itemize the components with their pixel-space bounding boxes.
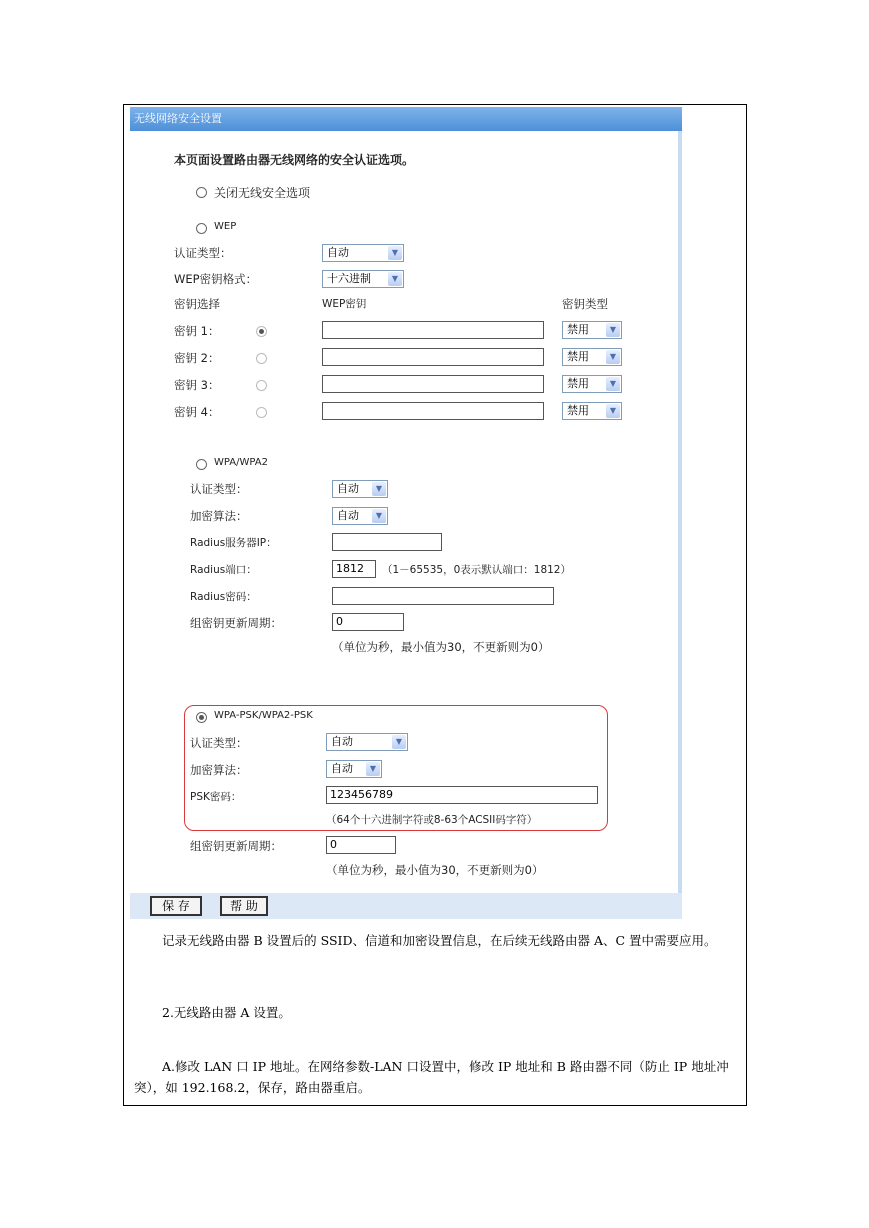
wep-key4-type-value: 禁用 [567,404,589,417]
help-button[interactable]: 帮 助 [220,896,268,916]
radio-wep[interactable] [196,223,207,234]
wep-key3-input[interactable] [322,375,544,393]
wpa-auth-label: 认证类型： [190,482,248,496]
wep-col-key-select: 密钥选择 [174,297,220,311]
psk-rekey-label: 组密钥更新周期： [190,839,282,853]
wep-format-label: WEP密钥格式： [174,272,258,286]
wpa-enc-label: 加密算法： [190,509,248,523]
psk-rekey-input[interactable]: 0 [326,836,396,854]
radio-wep-key1[interactable] [256,326,267,337]
chevron-down-icon: ▼ [366,762,380,776]
wep-col-key: WEP密钥 [322,298,367,310]
wep-key1-label: 密钥 1： [174,324,220,338]
wep-auth-select[interactable] [322,244,404,262]
doc-paragraph-1: 记录无线路由器 B 设置后的 SSID、信道和加密设置信息，在后续无线路由器 A、C 置中需要应用。 [162,933,717,948]
radius-port-hint: （1－65535，0表示默认端口：1812） [382,564,571,576]
chevron-down-icon: ▼ [372,509,386,523]
wep-key3-type-select[interactable] [562,375,622,393]
psk-pwd-input[interactable]: 123456789 [326,786,598,804]
radius-ip-label: Radius服务器IP： [190,537,277,549]
radius-pwd-input[interactable] [332,587,554,605]
wpa-enc-select[interactable] [332,507,388,525]
wep-key3-type-value: 禁用 [567,377,589,390]
wep-key1-input[interactable] [322,321,544,339]
wpa-label: WPA/WPA2 [214,457,268,468]
wpa-auth-value: 自动 [337,482,359,495]
radius-port-label: Radius端口： [190,564,257,576]
psk-auth-label: 认证类型： [190,736,248,750]
disable-security-label: 关闭无线安全选项 [214,186,311,200]
psk-label: WPA-PSK/WPA2-PSK [214,710,313,721]
radio-wep-key2[interactable] [256,353,267,364]
psk-auth-select[interactable] [326,733,408,751]
radio-wpa[interactable] [196,459,207,470]
wep-key2-input[interactable] [322,348,544,366]
window-title: 无线网络安全设置 [130,107,682,131]
chevron-down-icon: ▼ [606,404,620,418]
psk-pwd-hint: （64个十六进制字符或8-63个ACSII码字符） [326,814,538,826]
settings-panel [130,131,682,893]
wep-key2-type-select[interactable] [562,348,622,366]
chevron-down-icon: ▼ [372,482,386,496]
psk-enc-value: 自动 [331,762,353,775]
router-settings-screenshot [130,107,682,919]
wep-key4-label: 密钥 4： [174,405,220,419]
wep-label: WEP [214,221,237,232]
doc-paragraph-2: 2.无线路由器 A 设置。 [162,1005,291,1020]
wep-col-type: 密钥类型 [562,297,608,311]
radio-wep-key4[interactable] [256,407,267,418]
wpa-rekey-label: 组密钥更新周期： [190,616,282,630]
wpa-rekey-input[interactable]: 0 [332,613,404,631]
radio-disable-security[interactable] [196,187,207,198]
intro-text: 本页面设置路由器无线网络的安全认证选项。 [174,153,415,167]
wpa-auth-select[interactable] [332,480,388,498]
radius-ip-input[interactable] [332,533,442,551]
wep-key2-type-value: 禁用 [567,350,589,363]
psk-enc-label: 加密算法： [190,763,248,777]
wep-format-select[interactable] [322,270,404,288]
wep-auth-value: 自动 [327,246,349,259]
wep-auth-label: 认证类型： [174,246,232,260]
psk-enc-select[interactable] [326,760,382,778]
psk-auth-value: 自动 [331,735,353,748]
radius-pwd-label: Radius密码： [190,591,257,603]
radio-wpa-psk[interactable] [196,712,207,723]
wpa-rekey-hint: （单位为秒，最小值为30，不更新则为0） [332,640,550,654]
wep-key4-input[interactable] [322,402,544,420]
chevron-down-icon: ▼ [388,246,402,260]
wep-key1-type-select[interactable] [562,321,622,339]
chevron-down-icon: ▼ [606,350,620,364]
save-button[interactable]: 保 存 [150,896,202,916]
doc-paragraph-3: A.修改 LAN 口 IP 地址。在网络参数-LAN 口设置中，修改 IP 地址和 B 路由器不同（防止 IP 地址冲突），如 192.168.2，保存，路由器重启。 [134,1059,729,1095]
button-bar [130,893,682,919]
wep-key1-type-value: 禁用 [567,323,589,336]
wep-key3-label: 密钥 3： [174,378,220,392]
wep-key2-label: 密钥 2： [174,351,220,365]
wpa-enc-value: 自动 [337,509,359,522]
radio-wep-key3[interactable] [256,380,267,391]
chevron-down-icon: ▼ [606,323,620,337]
chevron-down-icon: ▼ [388,272,402,286]
psk-pwd-label: PSK密码： [190,791,242,803]
wep-format-value: 十六进制 [327,272,371,285]
psk-rekey-hint: （单位为秒，最小值为30，不更新则为0） [326,863,544,877]
chevron-down-icon: ▼ [392,735,406,749]
chevron-down-icon: ▼ [606,377,620,391]
radius-port-input[interactable]: 1812 [332,560,376,578]
wep-key4-type-select[interactable] [562,402,622,420]
